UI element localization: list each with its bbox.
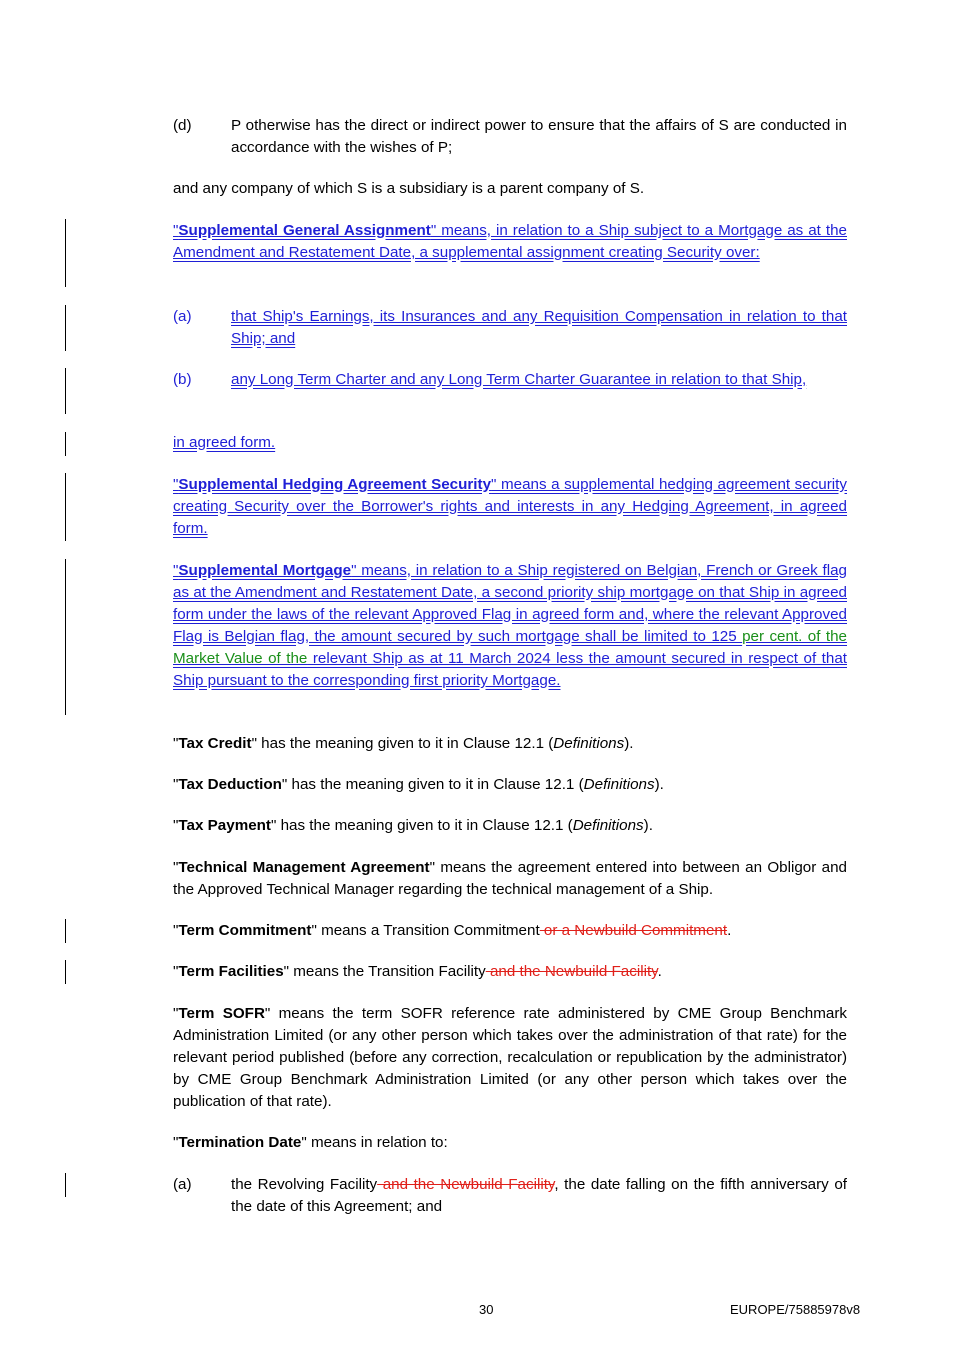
defined-term: Supplemental Mortgage: [178, 562, 352, 579]
item-text: [231, 1174, 847, 1218]
item-text-part: , the date falling on the fifth anniversary of the date of this Agreement; and: [231, 1176, 847, 1215]
definition-text: " means a Transition Commitment: [311, 922, 540, 939]
change-bar: [65, 1173, 66, 1197]
change-bar: [65, 919, 66, 943]
item-text: P otherwise has the direct or indirect power to ensure that the affairs of S are conducted in accordance with the wishes of P;: [231, 117, 847, 156]
change-bar: [65, 559, 66, 715]
definition-text: " means the term SOFR reference rate administered by CME Group Benchmark Administration Limited (or any other person which takes over the administration of that rate) for the relevant period published (before any correction, recalculation or republication by the administrator) by CME Group Benchmark Administration Limited (or any other person which takes over the publication of that rate).: [173, 1005, 847, 1110]
defined-term: Supplemental Hedging Agreement Security: [178, 476, 492, 493]
definition-text: " means the agreement entered into between an Obligor and the Approved Technical Manager regarding the technical management of a Ship.: [173, 859, 847, 898]
quote-mark: ": [173, 476, 179, 493]
page-number: 30: [479, 1302, 494, 1317]
defined-term: Supplemental General Assignment: [178, 222, 431, 239]
definition-term-sofr: "Term SOFR" means the term SOFR reference rate administered by CME Group Benchmark Administration Limited (or any other person which takes over the administration of that rate) for the relevant period published (before any correction, recalculation or republication by the administrator) by CME Group Benchmark Administration Limited (or any other person which takes over the publication of that rate).: [173, 1005, 847, 1110]
item-label: (d): [173, 117, 192, 134]
clause-item-d: [173, 115, 847, 159]
definition-text: " has the meaning given to it in Clause 12.1 (: [270, 817, 573, 834]
defined-term: Tax Payment: [178, 817, 271, 834]
deleted-text: and the Newbuild Facility: [485, 963, 658, 980]
clause-reference: Definitions: [553, 735, 625, 752]
item-label: (a): [173, 1176, 192, 1193]
definition-supplemental-mortgage: [173, 560, 847, 692]
definition-text: .: [727, 922, 732, 939]
item-label: (a): [173, 308, 192, 325]
definition-term-commitment: "Term Commitment" means a Transition Commitment or a Newbuild Commitment.: [173, 922, 732, 939]
defined-term: Term Commitment: [178, 922, 312, 939]
change-bar: [65, 305, 66, 351]
definition-supplemental-hedging: [173, 474, 847, 540]
document-reference: EUROPE/75885978v8: [730, 1302, 861, 1317]
definition-text: .: [657, 963, 662, 980]
subsidiary-tail: and any company of which S is a subsidiary is a parent company of S.: [173, 180, 645, 197]
defined-term: Term Facilities: [178, 963, 284, 980]
item-text: any Long Term Charter and any Long Term Charter Guarantee in relation to that Ship,: [231, 371, 807, 388]
definition-text: " has the meaning given to it in Clause 12.1 (: [281, 776, 584, 793]
defined-term: Tax Deduction: [178, 776, 282, 793]
deleted-text: and the Newbuild Facility: [377, 1176, 555, 1193]
definition-tax-deduction: "Tax Deduction" has the meaning given to it in Clause 12.1 (Definitions).: [173, 776, 664, 793]
definition-text: " means in relation to:: [301, 1134, 448, 1151]
definition-termination-date: "Termination Date" means in relation to:: [173, 1134, 448, 1151]
clause-reference: Definitions: [583, 776, 655, 793]
definition-text: relevant Ship as at 11 March 2024 less the amount secured in respect of that Ship pursuant to the corresponding first priority Mortgage.: [173, 650, 847, 689]
definition-text: " means, in relation to a Ship registered on Belgian, French or Greek flag as at the Amendment and Restatement Date, a second priority ship mortgage on that Ship in agreed form under the laws of the relevant Approved Flag in agreed form and, where the relevant Approved Flag is Belgian flag, the amount secured by such mortgage shall be limited to 125: [173, 562, 847, 645]
defined-term: Technical Management Agreement: [178, 859, 430, 876]
defined-term: Term SOFR: [178, 1005, 265, 1022]
quote-mark: ": [173, 222, 179, 239]
item-text-part: the Revolving Facility: [231, 1176, 378, 1193]
defined-term: Tax Credit: [178, 735, 252, 752]
moved-text: per cent. of the Market Value of the: [173, 628, 847, 667]
definition-text: ).: [624, 735, 634, 752]
clause-item-a: [173, 306, 847, 350]
item-label: (b): [173, 371, 192, 388]
definition-term-facilities: "Term Facilities" means the Transition Facility and the Newbuild Facility.: [173, 963, 662, 980]
quote-mark: ": [173, 562, 179, 579]
definition-supplemental-general-assignment: [173, 220, 847, 264]
definition-tax-credit: "Tax Credit" has the meaning given to it in Clause 12.1 (Definitions).: [173, 735, 634, 752]
item-text: that Ship's Earnings, its Insurances and any Requisition Compensation in relation to that Ship; and: [231, 308, 847, 347]
change-bar: [65, 219, 66, 287]
agreed-form-tail: in agreed form.: [173, 434, 276, 451]
definition-text: ).: [654, 776, 664, 793]
termination-item-a: [173, 1174, 847, 1218]
definition-text: ).: [643, 817, 653, 834]
definition-text: " means a supplemental hedging agreement security creating Security over the Borrower's rights and interests in any Hedging Agreement, in agreed form.: [173, 476, 847, 537]
change-bar: [65, 368, 66, 414]
definition-text: " has the meaning given to it in Clause 12.1 (: [251, 735, 554, 752]
deleted-text: or a Newbuild Commitment: [539, 922, 728, 939]
definition-tax-payment: "Tax Payment" has the meaning given to it in Clause 12.1 (Definitions).: [173, 817, 653, 834]
change-bar: [65, 960, 66, 984]
change-bar: [65, 473, 66, 541]
clause-item-b: [173, 369, 847, 391]
definition-technical-management: "Technical Management Agreement" means the agreement entered into between an Obligor and the Approved Technical Manager regarding the technical management of a Ship.: [173, 859, 847, 898]
definition-text: " means the Transition Facility: [283, 963, 486, 980]
defined-term: Termination Date: [178, 1134, 302, 1151]
clause-reference: Definitions: [572, 817, 644, 834]
definition-text: " means, in relation to a Ship subject to a Mortgage as at the Amendment and Restatement Date, a supplemental assignment creating Security over:: [173, 222, 847, 261]
change-bar: [65, 432, 66, 456]
